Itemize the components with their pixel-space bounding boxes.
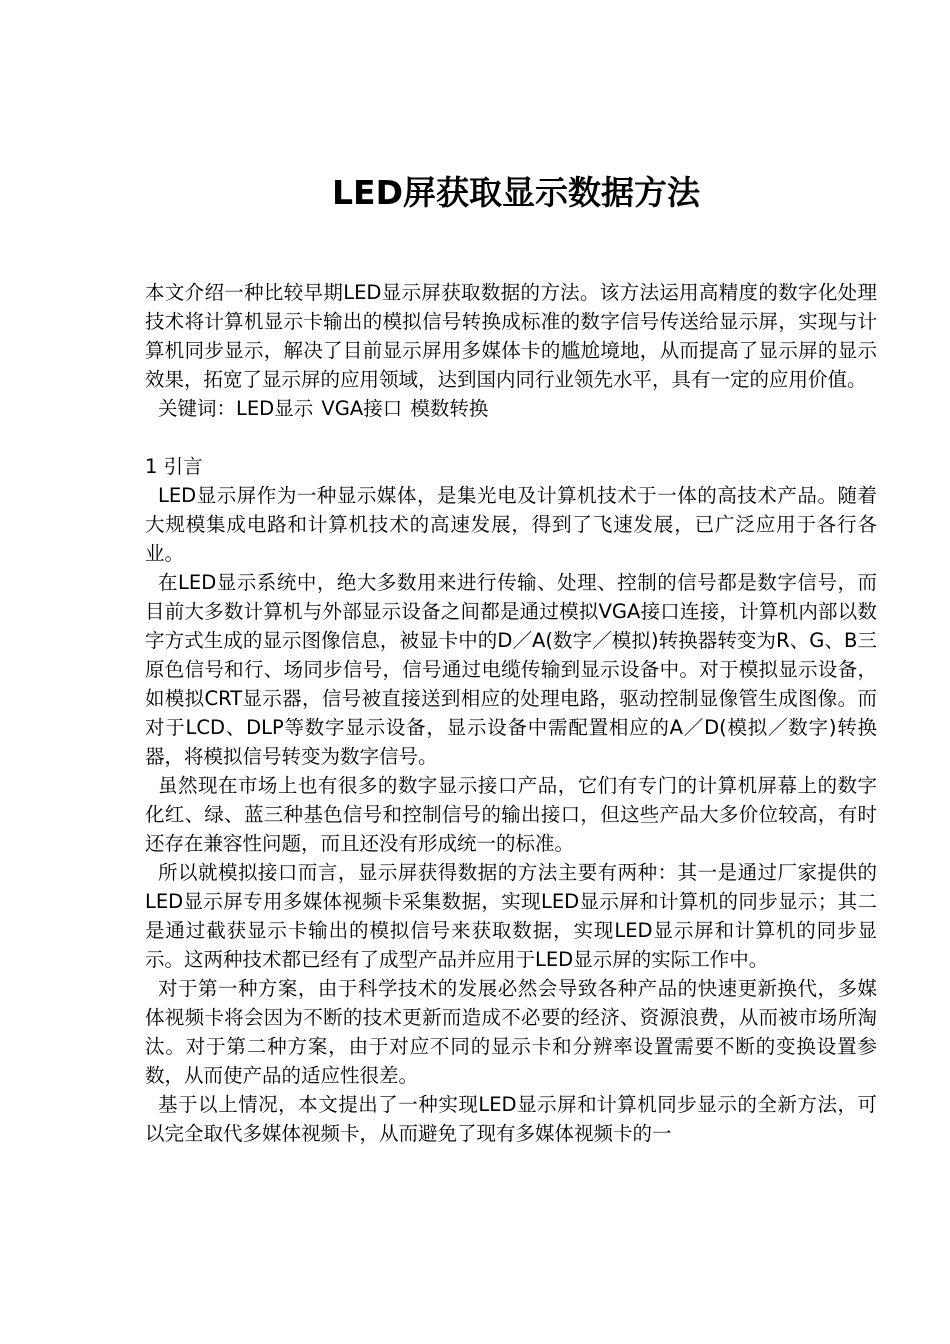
keywords-line: 关键词：LED显示 VGA接口 模数转换 bbox=[158, 397, 489, 420]
body-paragraph: 在LED显示系统中，绝大多数用来进行传输、处理、控制的信号都是数字信号，而目前大多数计算机与外部显示设备之间都是通过模拟VGA接口连接，计算机内部以数字方式生成的显示图像信息，被显卡中的D／A(数字／模拟)转换器转变为R、G、B三原色信号和行、场同步信号，信号通过电缆传输到显示设备中。对于模拟显示设备，如模拟CRT显示器，信号被直接送到相应的处理电路，驱动控制显像管生成图像。而对于LCD、DLP等数字显示设备，显示设备中需配置相应的A／D(模拟／数字)转换器，将模拟信号转变为数字信号。 bbox=[145, 571, 877, 768]
body-paragraph: 所以就模拟接口而言，显示屏获得数据的方法主要有两种：其一是通过厂家提供的LED显示屏专用多媒体视频卡采集数据，实现LED显示屏和计算机的同步显示；其二是通过截获显示卡输出的模拟信号来获取数据，实现LED显示屏和计算机的同步显示。这两种技术都已经有了成型产品并应用于LED显示屏的实际工作中。 bbox=[145, 861, 877, 971]
abstract-paragraph: 本文介绍一种比较早期LED显示屏获取数据的方法。该方法运用高精度的数字化处理技术将计算机显示卡输出的模拟信号转换成标准的数字信号传送给显示屏，实现与计算机同步显示，解决了目前显示屏用多媒体卡的尴尬境地，从而提高了显示屏的显示效果，拓宽了显示屏的应用领域，达到国内同行业领先水平，具有一定的应用价值。 bbox=[145, 281, 877, 391]
document-title: LED屏获取显示数据方法 bbox=[332, 173, 700, 212]
body-paragraph: 基于以上情况，本文提出了一种实现LED显示屏和计算机同步显示的全新方法，可以完全取代多媒体视频卡，从而避免了现有多媒体视频卡的一 bbox=[145, 1093, 877, 1145]
section-heading: 1 引言 bbox=[145, 455, 203, 478]
paragraph-gap bbox=[145, 423, 877, 452]
document-body bbox=[145, 278, 877, 1148]
body-paragraph: 虽然现在市场上也有很多的数字显示接口产品，它们有专门的计算机屏幕上的数字化红、绿、蓝三种基色信号和控制信号的输出接口，但这些产品大多价位较高，有时还存在兼容性问题，而且还没有形成统一的标准。 bbox=[145, 774, 877, 855]
body-paragraph: 对于第一种方案，由于科学技术的发展必然会导致各种产品的快速更新换代，多媒体视频卡将会因为不断的技术更新而造成不必要的经济、资源浪费，从而被市场所淘汰。对于第二种方案，由于对应不同的显示卡和分辨率设置需要不断的变换设置参数，从而使产品的适应性很差。 bbox=[145, 977, 877, 1087]
body-paragraph: LED显示屏作为一种显示媒体，是集光电及计算机技术于一体的高技术产品。随着大规模集成电路和计算机技术的高速发展，得到了飞速发展，已广泛应用于各行各业。 bbox=[145, 484, 877, 565]
